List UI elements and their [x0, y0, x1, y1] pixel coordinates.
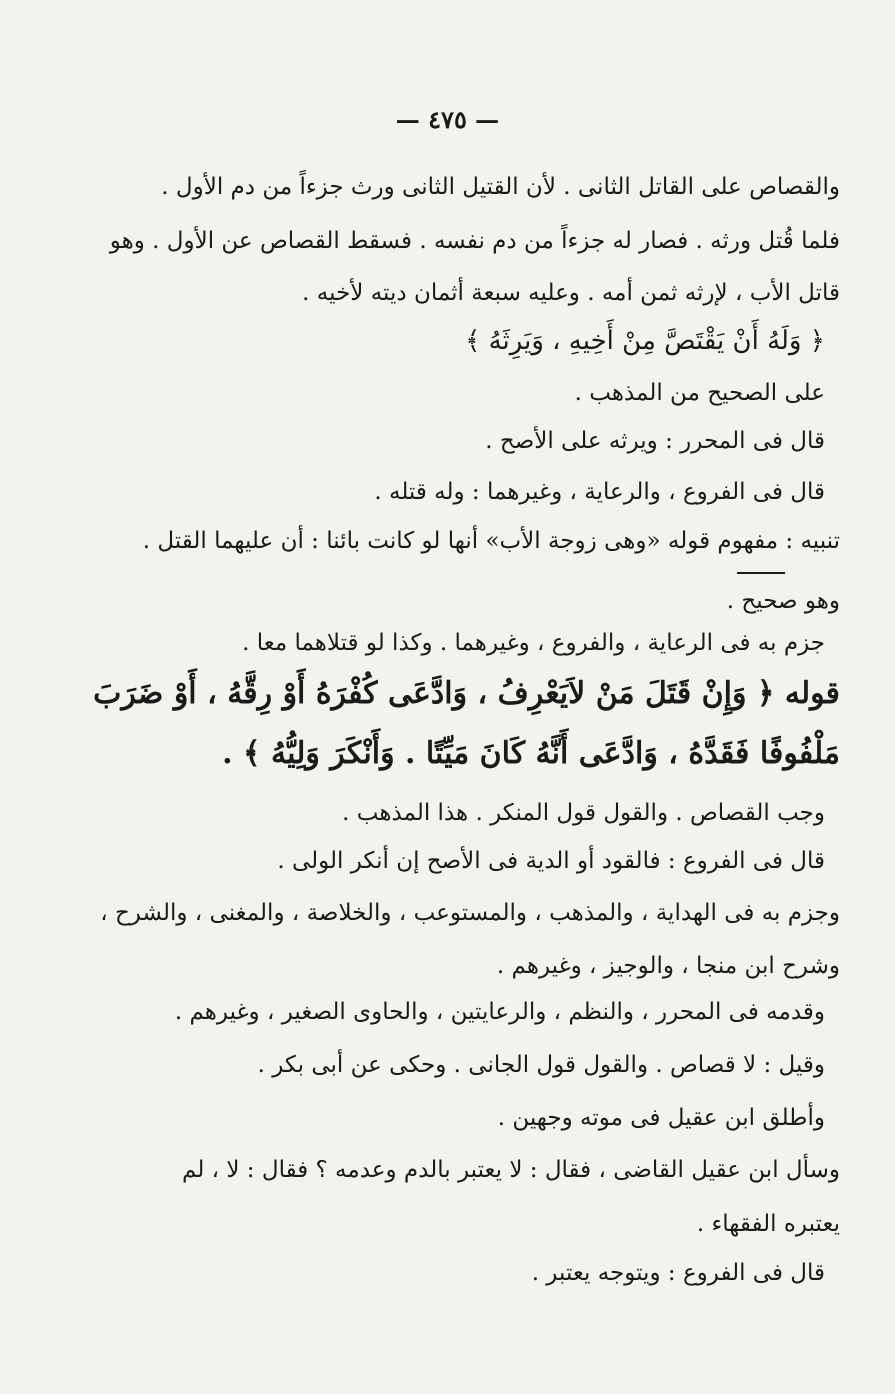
- text-line-17: وقدمه فى المحرر ، والنظم ، والرعايتين ، والحاوى الصغير ، وغيرهم .: [174, 999, 825, 1025]
- note-line: تنبيه : مفهوم قوله «وهى زوجة الأب» أنها لو كانت بائنا : أن عليهما القتل .: [142, 528, 840, 554]
- text-line-6: قال فى المحرر : ويرثه على الأصح .: [485, 428, 825, 454]
- text-line-10: جزم به فى الرعاية ، والفروع ، وغيرهما . وكذا لو قتلاهما معا .: [242, 630, 825, 656]
- text-line-7: قال فى الفروع ، والرعاية ، وغيرهما : وله قتله .: [374, 479, 825, 505]
- text-line-16: وشرح ابن منجا ، والوجيز ، وغيرهم .: [496, 953, 840, 979]
- text-line-21: يعتبره الفقهاء .: [696, 1211, 840, 1237]
- text-line-19: وأطلق ابن عقيل فى موته وجهين .: [497, 1105, 825, 1131]
- text-line-14: قال فى الفروع : فالقود أو الدية فى الأصح إن أنكر الولى .: [277, 848, 825, 874]
- quote-line-2: قوله ﴿ وَإِنْ قَتَلَ مَنْ لاَيَعْرِفُ ، وَادَّعَى كُفْرَهُ أَوْ رِقَّهُ ، أَوْ ضَرَبَ: [93, 676, 840, 711]
- text-line-15: وجزم به فى الهداية ، والمذهب ، والمستوعب ، والخلاصة ، والمغنى ، والشرح ،: [100, 900, 840, 926]
- text-line-3: قاتل الأب ، لإرثه ثمن أمه . وعليه سبعة أثمان ديته لأخيه .: [302, 280, 840, 306]
- note-underline: [737, 572, 785, 574]
- quote-line-3: مَلْفُوفًا فَقَدَّهُ ، وَادَّعَى أَنَّهُ كَانَ مَيِّتًا . وَأَنْكَرَ وَلِيُّهُ ﴾ .: [222, 736, 840, 771]
- text-line-20: وسأل ابن عقيل القاضى ، فقال : لا يعتبر بالدم وعدمه ؟ فقال : لا ، لم: [182, 1157, 840, 1183]
- quote-line-1: ﴿ وَلَهُ أَنْ يَقْتَصَّ مِنْ أَخِيهِ ، وَيَرِثَهُ ﴾: [465, 326, 825, 356]
- text-line-9: وهو صحيح .: [726, 588, 840, 614]
- text-line-2: فلما قُتل ورثه . فصار له جزءاً من دم نفسه . فسقط القصاص عن الأول . وهو: [109, 228, 840, 254]
- text-line-5: على الصحيح من المذهب .: [574, 380, 825, 406]
- text-line-13: وجب القصاص . والقول قول المنكر . هذا المذهب .: [342, 800, 825, 826]
- text-line-1: والقصاص على القاتل الثانى . لأن القتيل الثانى ورث جزءاً من دم الأول .: [161, 174, 840, 200]
- page-number: — ٤٧٥ —: [395, 105, 500, 134]
- text-line-22: قال فى الفروع : ويتوجه يعتبر .: [531, 1260, 825, 1286]
- text-line-18: وقيل : لا قصاص . والقول قول الجانى . وحكى عن أبى بكر .: [257, 1052, 825, 1078]
